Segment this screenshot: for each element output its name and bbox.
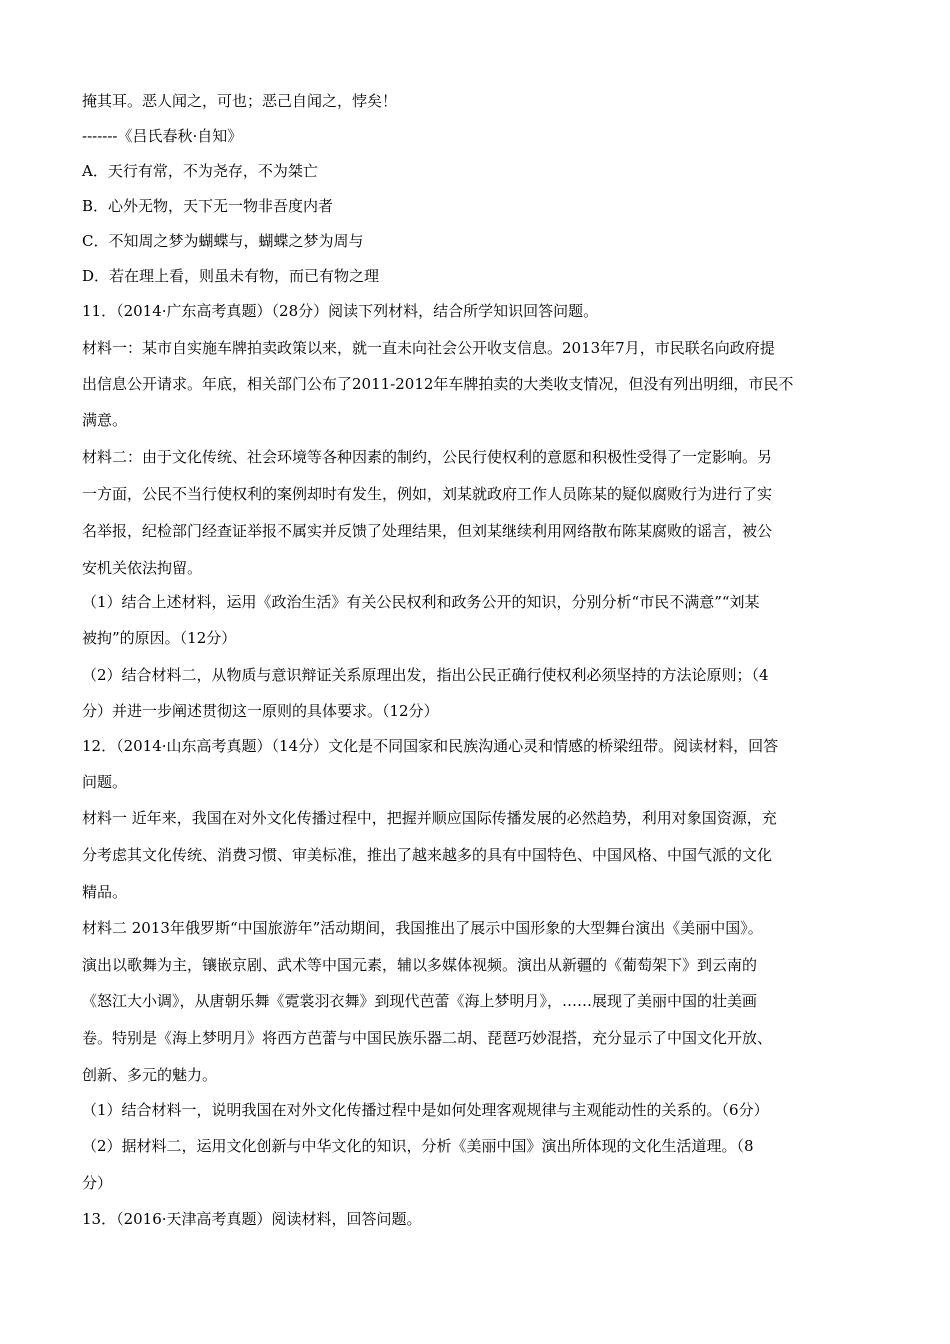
text-line-31: 分）: [82, 1174, 113, 1192]
text-line-21: 材料一 近年来，我国在对外文化传播过程中，把握并顺应国际传播发展的必然趋势，利用对象国资源，充: [82, 809, 777, 827]
text-line-12: 一方面，公民不当行使权利的案例却时有发生，例如，刘某就政府工作人员陈某的疑似腐败行为进行了实: [82, 485, 773, 503]
text-line-25: 演出以歌舞为主，镶嵌京剧、武术等中国元素，辅以多媒体视频。演出从新疆的《葡萄架下》到云南的: [82, 956, 758, 974]
text-line-27: 卷。特别是《海上梦明月》将西方芭蕾与中国民族乐器二胡、琵琶巧妙混搭，充分显示了中国文化开放、: [82, 1029, 773, 1047]
text-line-26: 《怒江大小调》，从唐朝乐舞《霓裳羽衣舞》到现代芭蕾《海上梦明月》，……展现了美丽中国的壮美画: [82, 992, 758, 1010]
text-line-1: 掩其耳。恶人闻之，可也；恶己自闻之，悖矣！: [82, 92, 398, 110]
text-line-13: 名举报，纪检部门经查证举报不属实并反馈了处理结果，但刘某继续利用网络散布陈某腐败的谣言，被公: [82, 522, 773, 540]
text-line-17: （2）结合材料二，从物质与意识辩证关系原理出发，指出公民正确行使权利必须坚持的方法论原则；（4: [82, 666, 769, 684]
text-line-22: 分考虑其文化传统、消费习惯、审美标准，推出了越来越多的具有中国特色、中国风格、中国气派的文化: [82, 846, 773, 864]
option-c: C．不知周之梦为蝴蝶与，蝴蝶之梦为周与: [82, 232, 364, 250]
text-line-14: 安机关依法拘留。: [82, 559, 203, 577]
text-line-15: （1）结合上述材料，运用《政治生活》有关公民权利和政务公开的知识，分别分析“市民不满意”“刘某: [82, 593, 760, 611]
option-b: B．心外无物，天下无一物非吾度内者: [82, 197, 334, 215]
text-line-18: 分）并进一步阐述贯彻这一原则的具体要求。（12分）: [82, 702, 439, 720]
text-line-29: （1）结合材料一，说明我国在对外文化传播过程中是如何处理客观规律与主观能动性的关系的。（6分）: [82, 1101, 769, 1119]
question-12-title: 12．（2014·山东高考真题）（14分）文化是不同国家和民族沟通心灵和情感的桥梁纽带。阅读材料，回答: [82, 737, 779, 755]
text-line-10: 满意。: [82, 411, 128, 429]
text-line-23: 精品。: [82, 883, 128, 901]
text-line-2: -------《吕氏春秋·自知》: [82, 127, 243, 145]
text-line-20: 问题。: [82, 773, 128, 791]
question-13-title: 13．（2016·天津高考真题）阅读材料，回答问题。: [82, 1210, 422, 1228]
option-a: A．天行有常，不为尧存，不为桀亡: [82, 162, 318, 180]
text-line-30: （2）据材料二，运用文化创新与中华文化的知识，分析《美丽中国》演出所体现的文化生活道理。（8: [82, 1137, 754, 1155]
text-line-28: 创新、多元的魅力。: [82, 1066, 218, 1084]
option-d: D．若在理上看，则虽未有物，而已有物之理: [82, 267, 380, 285]
text-line-24: 材料二 2013年俄罗斯“中国旅游年”活动期间，我国推出了展示中国形象的大型舞台演出《美丽中国》。: [82, 919, 763, 937]
question-11-title: 11．（2014·广东高考真题）（28分）阅读下列材料，结合所学知识回答问题。: [82, 302, 599, 320]
text-line-8: 材料一：某市自实施车牌拍卖政策以来，就一直未向社会公开收支信息。2013年7月，市民联名向政府提: [82, 339, 775, 357]
text-line-16: 被拘”的原因。（12分）: [82, 629, 237, 647]
text-line-9: 出信息公开请求。年底，相关部门公布了2011-2012年车牌拍卖的大类收支情况，但没有列出明细，市民不: [82, 375, 794, 393]
text-line-11: 材料二：由于文化传统、社会环境等各种因素的制约，公民行使权利的意愿和积极性受得了一定影响。另: [82, 448, 773, 466]
